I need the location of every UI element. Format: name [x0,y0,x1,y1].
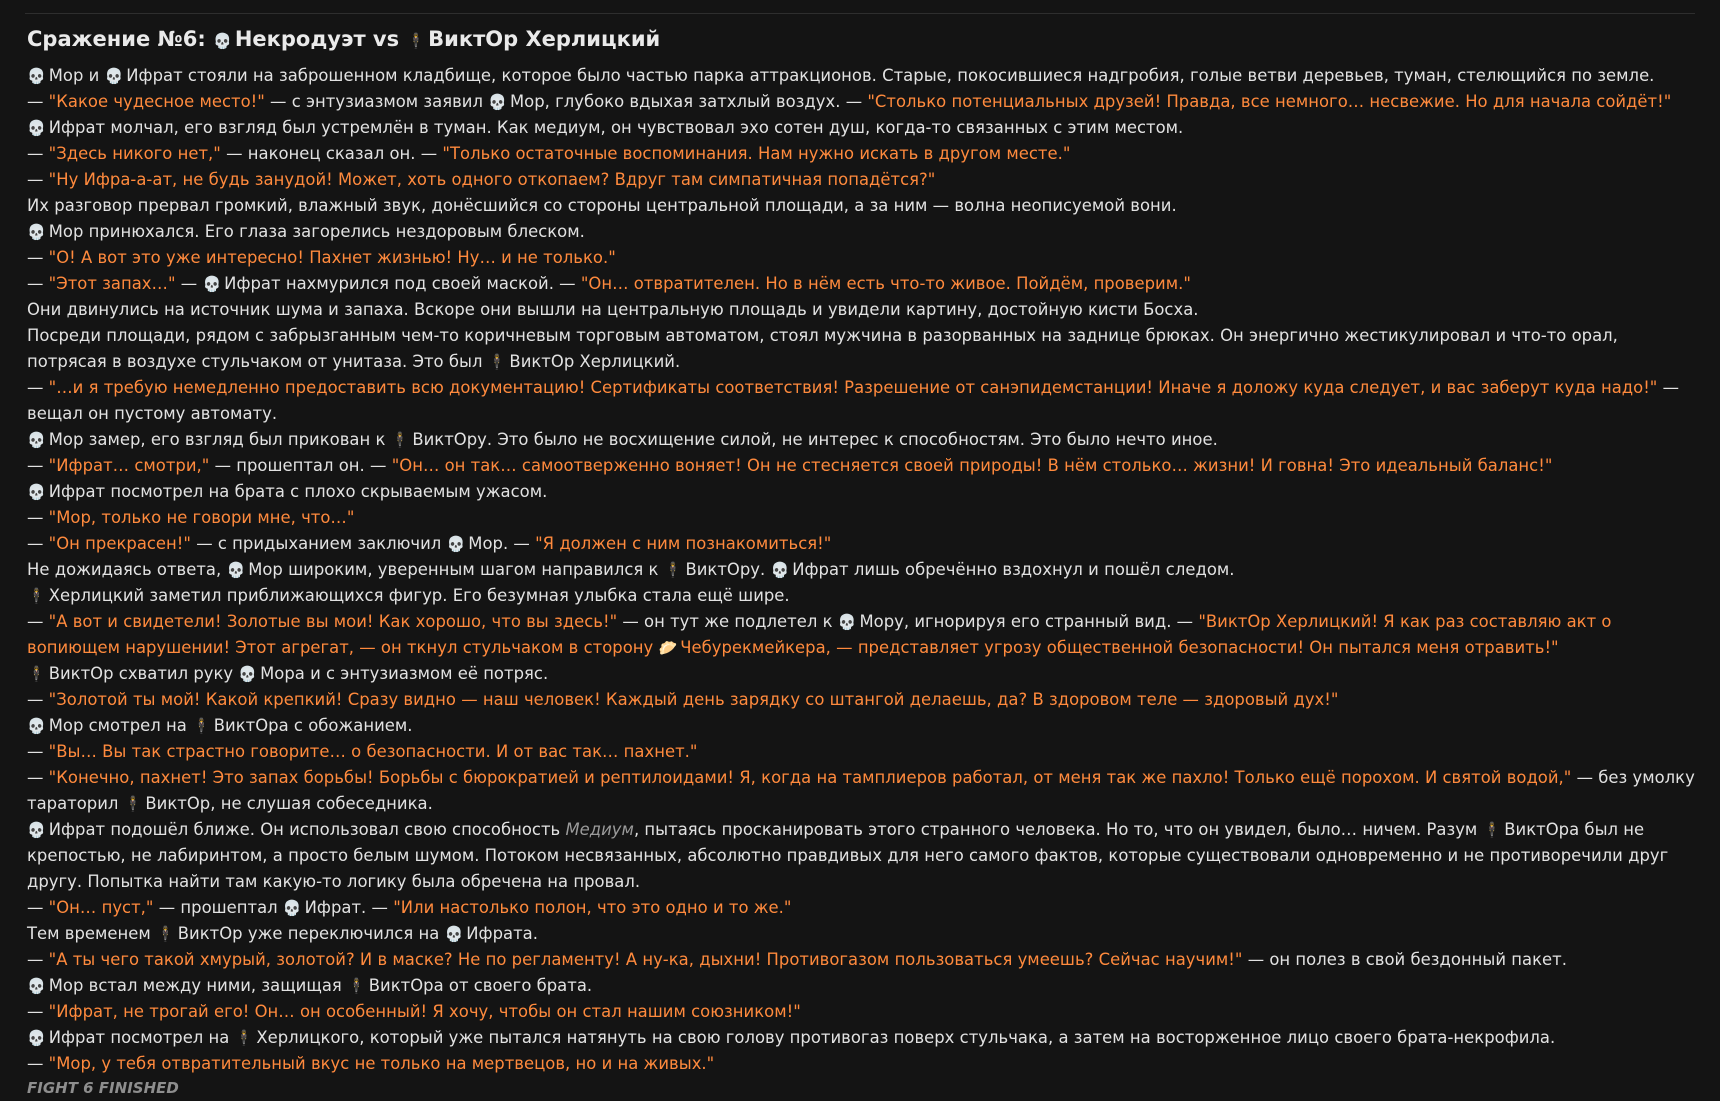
businessman-icon: 🕴 [27,587,46,605]
narration-text: ВиктОру. Это было не восхищение силой, не интерес к способностям. Это было нечто иное. [412,430,1218,449]
narration-text: — [27,144,49,163]
skull-icon: 💀 [27,431,46,449]
ability-name: Медиум [565,820,634,839]
narration-text: Мор замер, его взгляд был прикован к [48,430,391,449]
businessman-icon: 🕴 [156,925,175,943]
narration-text: — [27,898,49,917]
businessman-icon: 🕴 [487,353,507,371]
narration-text: Тем временем [27,924,157,943]
narration-text: — вещал он пустому автомату. [27,378,1680,423]
narration-text: Мор встал между ними, защищая [48,976,348,995]
story-line [27,271,1697,297]
dialogue-quote: "Этот запах…" [48,274,176,293]
narration-text: Ифрат молчал, его взгляд был устремлён в туман. Как медиум, он чувствовал эхо сотен душ, когда-то связанных с этим местом. [48,118,1184,137]
story-line [27,245,1697,271]
story-line [27,505,1697,531]
story-line [27,1051,1697,1077]
dialogue-quote: "Я должен с ним познакомиться!" [535,534,832,553]
narration-text: ВиктОру. [685,560,771,579]
narration-text: ВиктОра с обожанием. [213,716,413,735]
skull-icon: 💀 [444,925,464,943]
narration-text: — с придыханием заключил [190,534,447,553]
fight-title-prefix: Сражение №6: [27,27,214,51]
story-line [27,89,1697,115]
narration-text: — [27,612,49,631]
dialogue-quote: "А ты чего такой хмурый, золотой? И в маске? Не по регламенту! А ну-ка, дыхни! Противогазом пользоваться умеешь? Сейчас научим!" [48,950,1243,969]
businessman-icon: 🕴 [123,795,143,813]
businessman-icon: 🕴 [27,665,46,683]
narration-text: — [27,456,49,475]
story-line [27,687,1697,713]
story-line [27,375,1697,427]
fighter-2-name: ВиктОр Херлицкий [428,27,661,51]
narration-text: Ифрат посмотрел на [48,1028,235,1047]
narration-text: — без умолку тараторил [27,768,1695,813]
businessman-icon: 🕴 [406,32,426,50]
narration-text: Ифрат подошёл ближе. Он использовал свою способность [48,820,566,839]
dialogue-quote: "Столько потенциальных друзей! Правда, все немного… несвежие. Но для начала сойдёт!" [867,92,1672,111]
narration-text: Ифрата. [466,924,538,943]
narration-text: Они двинулись на источник шума и запаха. Вскоре они вышли на центральную площадь и увидели картину, достойную кисти Босха. [27,300,1199,319]
narration-text: Ифрат лишь обречённо вздохнул и пошёл следом. [792,560,1235,579]
businessman-icon: 🕴 [1482,821,1502,839]
dialogue-quote: "Он прекрасен!" [48,534,191,553]
fight-status: FIGHT 6 FINISHED [27,1079,179,1097]
narration-text: ВиктОр уже переключился на [177,924,445,943]
narration-text: Ифрат нахмурился под своей маской. — [224,274,581,293]
narration-text: , пытаясь просканировать этого странного человека. Но то, что он увидел, было… ничем. Разум [633,820,1483,839]
narration-text: — [27,92,49,111]
story-line [27,167,1697,193]
skull-icon: 💀 [202,275,222,293]
skull-icon: 💀 [837,613,857,631]
dialogue-quote: "Конечно, пахнет! Это запах борьбы! Борьбы с бюрократией и рептилоидами! Я, когда на тамплиеров работал, от меня так же пахло! Только ещё порохом. И святой водой," [48,768,1572,787]
story-line [27,531,1697,557]
dialogue-quote: "Ифрат, не трогай его! Он… он особенный! Я хочу, чтобы он стал нашим союзником!" [48,1002,801,1021]
story-line [27,1025,1697,1051]
story-line [27,609,1697,661]
narration-text: Посреди площади, рядом с забрызганным чем-то коричневым торговым автоматом, стоял мужчина в разорванных на заднице брюках. Он энергично жестикулировал и что-то орал, потрясая в воздухе стульчаком от унитаза. Это был [27,326,1618,371]
fighter-1-name: Некродуэт [234,27,366,51]
dialogue-quote: "Ну Ифра-а-ат, не будь занудой! Может, хоть одного откопаем? Вдруг там симпатичная попадётся?" [48,170,936,189]
story-line [27,479,1697,505]
dialogue-quote: "ВиктОр Херлицкий! Я как раз составляю акт о вопиющем нарушении! Этот агрегат, — он ткнул стульчаком в сторону [27,612,1612,657]
narration-text: Мор широким, уверенным шагом направился к [248,560,664,579]
narration-text: — [27,248,49,267]
skull-icon: 💀 [770,561,790,579]
top-divider [25,13,1695,14]
story-line [27,661,1697,687]
skull-icon: 💀 [27,1029,46,1047]
skull-icon: 💀 [27,821,46,839]
dialogue-quote: "Здесь никого нет," [48,144,221,163]
narration-text: — [27,378,49,397]
narration-text: — прошептал [153,898,283,917]
story-line [27,895,1697,921]
dialogue-quote: "Он… он так… самоотверженно воняет! Он не стесняется своей природы! В нём столько… жизни! И говна! Это идеальный баланс!" [391,456,1553,475]
narration-text: Ифрат посмотрел на брата с плохо скрываемым ужасом. [48,482,548,501]
skull-icon: 💀 [27,67,46,85]
story-line [27,765,1697,817]
narration-text: — [27,274,49,293]
skull-icon: 💀 [27,977,46,995]
narration-text: ВиктОр Херлицкий. [509,352,681,371]
story-line [27,583,1697,609]
dialogue-quote: "Он… пуст," [48,898,154,917]
dialogue-quote: "Мор, у тебя отвратительный вкус не только на мертвецов, но и на живых." [48,1054,715,1073]
skull-icon: 💀 [104,67,124,85]
narration-text: — [27,742,49,761]
narration-text: Ифрат стояли на заброшенном кладбище, которое было частью парка аттракционов. Старые, покосившиеся надгробия, голые ветви деревьев, туман, стелющийся по земле. [126,66,1655,85]
story-line [27,193,1697,219]
story-text [27,63,1697,1077]
dialogue-quote: Чебурекмейкера, — представляет угрозу общественной безопасности! Он пытался меня отравить!" [680,638,1559,657]
dialogue-quote: "Какое чудесное место!" [48,92,265,111]
story-line [27,219,1697,245]
narration-text: — [27,170,49,189]
skull-icon: 💀 [27,483,46,501]
narration-text: Ифрат. — [304,898,394,917]
dialogue-quote: "Мор, только не говори мне, что…" [48,508,355,527]
skull-icon: 💀 [213,32,232,50]
narration-text: — [27,768,49,787]
story-line [27,713,1697,739]
narration-text: Мор смотрел на [48,716,193,735]
narration-text: — [27,534,49,553]
story-line [27,739,1697,765]
chebureki-icon: 🥟 [658,639,678,657]
skull-icon: 💀 [27,119,46,137]
dialogue-quote: "Вы… Вы так страстно говорите… о безопасности. И от вас так… пахнет." [48,742,698,761]
dialogue-quote: "О! А вот это уже интересно! Пахнет жизнью! Ну… и не только." [48,248,616,267]
story-line [27,297,1697,323]
skull-icon: 💀 [488,93,507,111]
story-line [27,453,1697,479]
dialogue-quote: "…и я требую немедленно предоставить всю документацию! Сертификаты соответствия! Разрешение от санэпидемстанции! Иначе я доложу куда следует, и вас заберут куда надо!" [48,378,1658,397]
story-line [27,141,1697,167]
skull-icon: 💀 [238,665,258,683]
narration-text: Мор и [48,66,105,85]
narration-text: Мор. — [468,534,536,553]
dialogue-quote: "Ифрат… смотри," [48,456,210,475]
narration-text: ВиктОра был не крепостью, не лабиринтом, а просто белым шумом. Потоком несвязанных, абсолютно правдивых для него самого фактов, которые существовали одновременно и не противоречили друг другу. Попытка найти там какую-то логику была обречена на провал. [27,820,1669,891]
businessman-icon: 🕴 [347,977,366,995]
narration-text: Не дожидаясь ответа, [27,560,227,579]
skull-icon: 💀 [27,717,46,735]
dialogue-quote: "Золотой ты мой! Какой крепкий! Сразу видно — наш человек! Каждый день зарядку со штангой делаешь, да? В здоровом теле — здоровый дух!" [48,690,1339,709]
story-line [27,63,1697,89]
skull-icon: 💀 [446,535,466,553]
story-line [27,427,1697,453]
fight-log [27,22,1697,1101]
narration-text: — [175,274,203,293]
fight-title [27,22,1697,58]
narration-text: — [27,508,49,527]
narration-text: ВиктОра от своего брата. [368,976,593,995]
skull-icon: 💀 [282,899,302,917]
dialogue-quote: "Или настолько полон, что это одно и то же." [393,898,792,917]
narration-text: Их разговор прервал громкий, влажный звук, донёсшийся со стороны центральной площади, а за ним — волна неописуемой вони. [27,196,1177,215]
story-line [27,817,1697,895]
story-line [27,323,1697,375]
narration-text: — он полез в свой бездонный пакет. [1242,950,1567,969]
businessman-icon: 🕴 [234,1029,254,1047]
narration-text: — [27,1054,49,1073]
narration-text: — прошептал он. — [209,456,392,475]
narration-text: — с энтузиазмом заявил [264,92,489,111]
dialogue-quote: "А вот и свидетели! Золотые вы мои! Как хорошо, что вы здесь!" [48,612,618,631]
narration-text: — [27,690,49,709]
narration-text: Мор, глубоко вдыхая затхлый воздух. — [509,92,868,111]
story-line [27,947,1697,973]
businessman-icon: 🕴 [663,561,683,579]
businessman-icon: 🕴 [192,717,211,735]
narration-text: — он тут же подлетел к [617,612,838,631]
narration-text: — наконец сказал он. — [220,144,443,163]
businessman-icon: 🕴 [390,431,410,449]
story-line [27,557,1697,583]
story-line [27,921,1697,947]
narration-text: — [27,950,49,969]
narration-text: ВиктОр, не слушая собеседника. [145,794,433,813]
skull-icon: 💀 [226,561,246,579]
story-line [27,999,1697,1025]
story-line [27,115,1697,141]
dialogue-quote: "Только остаточные воспоминания. Нам нужно искать в другом месте." [442,144,1071,163]
story-line [27,973,1697,999]
skull-icon: 💀 [27,223,46,241]
narration-text: Мора и с энтузиазмом её потряс. [260,664,549,683]
narration-text: Мор принюхался. Его глаза загорелись нездоровым блеском. [48,222,585,241]
narration-text: ВиктОр схватил руку [48,664,239,683]
narration-text: — [27,1002,49,1021]
narration-text: Мору, игнорируя его странный вид. — [859,612,1199,631]
vs-label: vs [365,27,407,51]
narration-text: Херлицкого, который уже пытался натянуть на свою голову противогаз поверх стульчака, а затем на восторженное лицо своего брата-некрофила. [256,1028,1556,1047]
dialogue-quote: "Он… отвратителен. Но в нём есть что-то живое. Пойдём, проверим." [580,274,1191,293]
narration-text: Херлицкий заметил приближающихся фигур. Его безумная улыбка стала ещё шире. [48,586,790,605]
